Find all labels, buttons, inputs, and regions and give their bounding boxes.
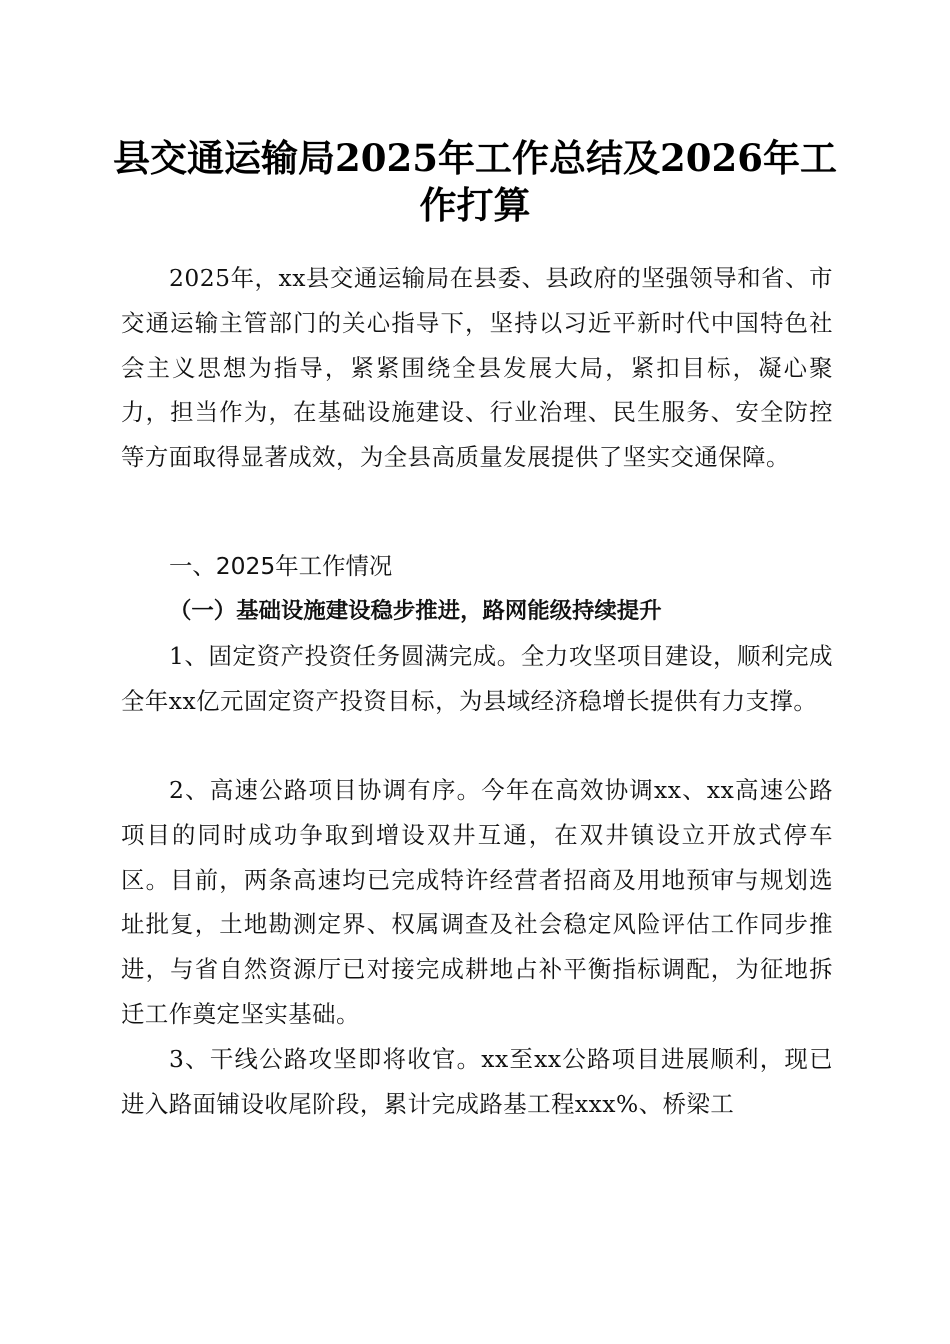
document-title: 县交通运输局2025年工作总结及2026年工作打算: [113, 136, 837, 227]
paragraph-item-3: 3、干线公路攻坚即将收官。xx至xx公路项目进展顺利，现已进入路面铺设收尾阶段，累计完成路基工程xxx%、桥梁工: [121, 1045, 833, 1118]
section-heading: 一、2025年工作情况: [169, 552, 393, 580]
intro-paragraph: 2025年，xx县交通运输局在县委、县政府的坚强领导和省、市交通运输主管部门的关心指导下，坚持以习近平新时代中国特色社会主义思想为指导，紧紧围绕全县发展大局，紧扣目标，凝心聚力，担当作为，在基础设施建设、行业治理、民生服务、安全防控等方面取得显著成效，为全县高质量发展提供了坚实交通保障。: [121, 264, 833, 472]
paragraph-item-1: 1、固定资产投资任务圆满完成。全力攻坚项目建设，顺利完成全年xx亿元固定资产投资目标，为县域经济稳增长提供有力支撑。: [121, 642, 833, 715]
subsection-heading: （一）基础设施建设稳步推进，路网能级持续提升: [169, 598, 662, 624]
paragraph-item-2: 2、高速公路项目协调有序。今年在高效协调xx、xx高速公路项目的同时成功争取到增设双井互通，在双井镇设立开放式停车区。目前，两条高速均已完成特许经营者招商及用地预审与规划选址批复，土地勘测定界、权属调查及社会稳定风险评估工作同步推进，与省自然资源厅已对接完成耕地占补平衡指标调配，为征地拆迁工作奠定坚实基础。: [121, 776, 833, 1028]
